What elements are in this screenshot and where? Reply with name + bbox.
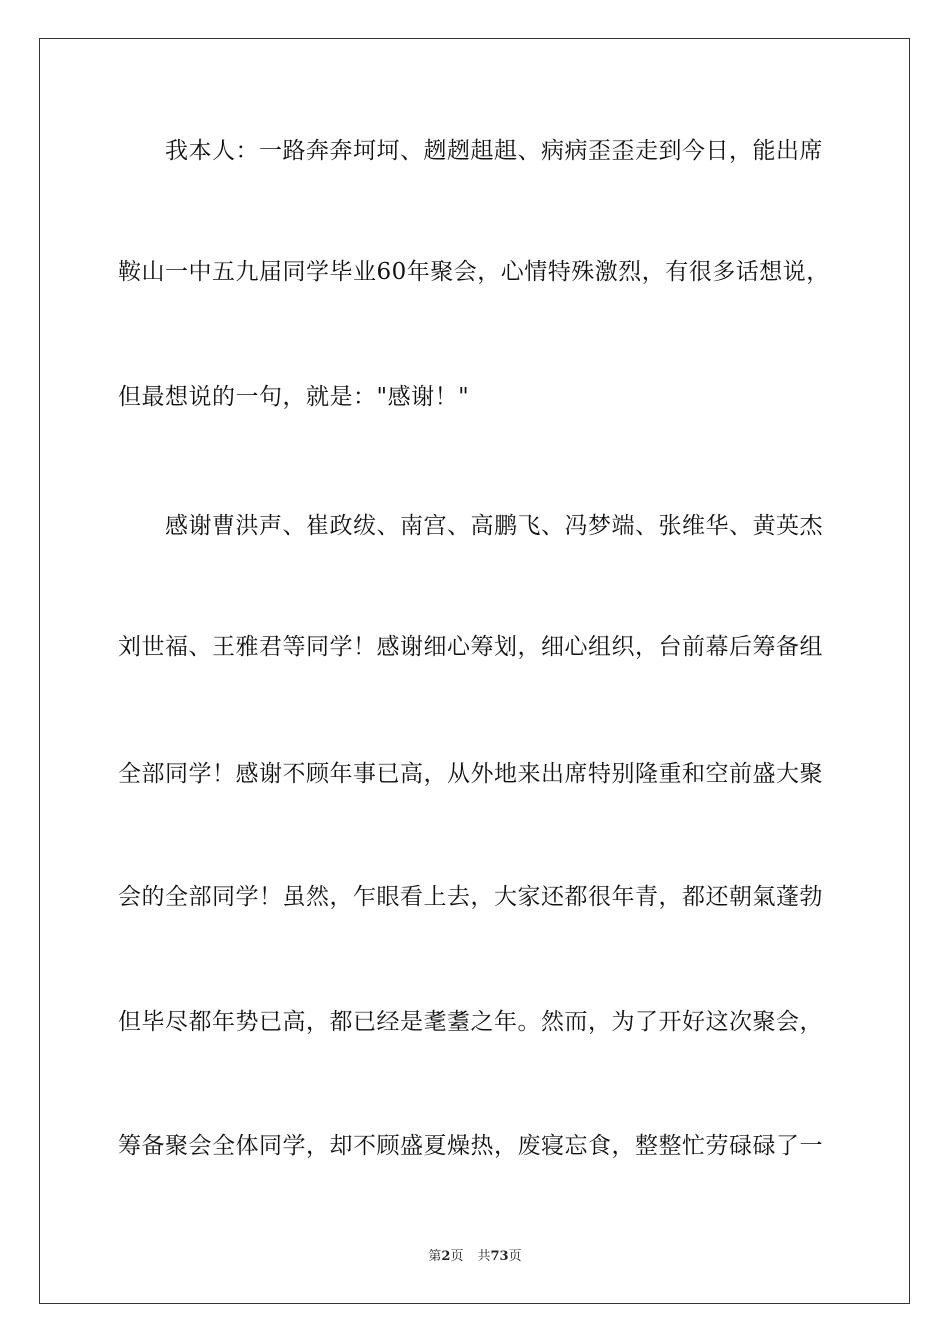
page-border (39, 38, 910, 1304)
text-line-2: 鞍山一中五九届同学毕业60年聚会，心情特殊激烈，有很多话想说， (118, 259, 830, 285)
text-line-7: 会的全部同学！虽然，乍眼看上去，大家还都很年青，都还朝氣蓬勃 (118, 884, 823, 910)
page-suffix: 页 (450, 1249, 464, 1264)
total-suffix: 页 (508, 1249, 522, 1264)
text-line-9: 筹备聚会全体同学，却不顾盛夏燥热，废寝忘食，整整忙劳碌碌了一 (118, 1133, 823, 1159)
text-line-4: 感谢曹洪声、崔政绂、南宫、高鹏飞、冯梦端、张维华、黄英杰 (165, 513, 823, 539)
text-line-5: 刘世福、王雅君等同学！感谢细心筹划，细心组织，台前幕后筹备组 (118, 634, 823, 660)
text-line-6: 全部同学！感谢不顾年事已高，从外地来出席特别隆重和空前盛大聚 (118, 761, 823, 787)
text-line-3: 但最想说的一句，就是："感谢！" (118, 384, 470, 410)
text-line-8: 但毕尽都年势已高，都已经是耄耋之年。然而，为了开好这次聚会， (118, 1009, 823, 1035)
total-prefix: 共 (477, 1249, 491, 1264)
page-prefix: 第 (428, 1249, 442, 1264)
page-number: 2 (441, 1249, 451, 1264)
page-footer (0, 1248, 950, 1266)
text-line-1: 我本人：一路奔奔坷坷、趔趔趄趄、病病歪歪走到今日，能出席 (165, 138, 823, 164)
total-pages: 73 (490, 1249, 509, 1264)
